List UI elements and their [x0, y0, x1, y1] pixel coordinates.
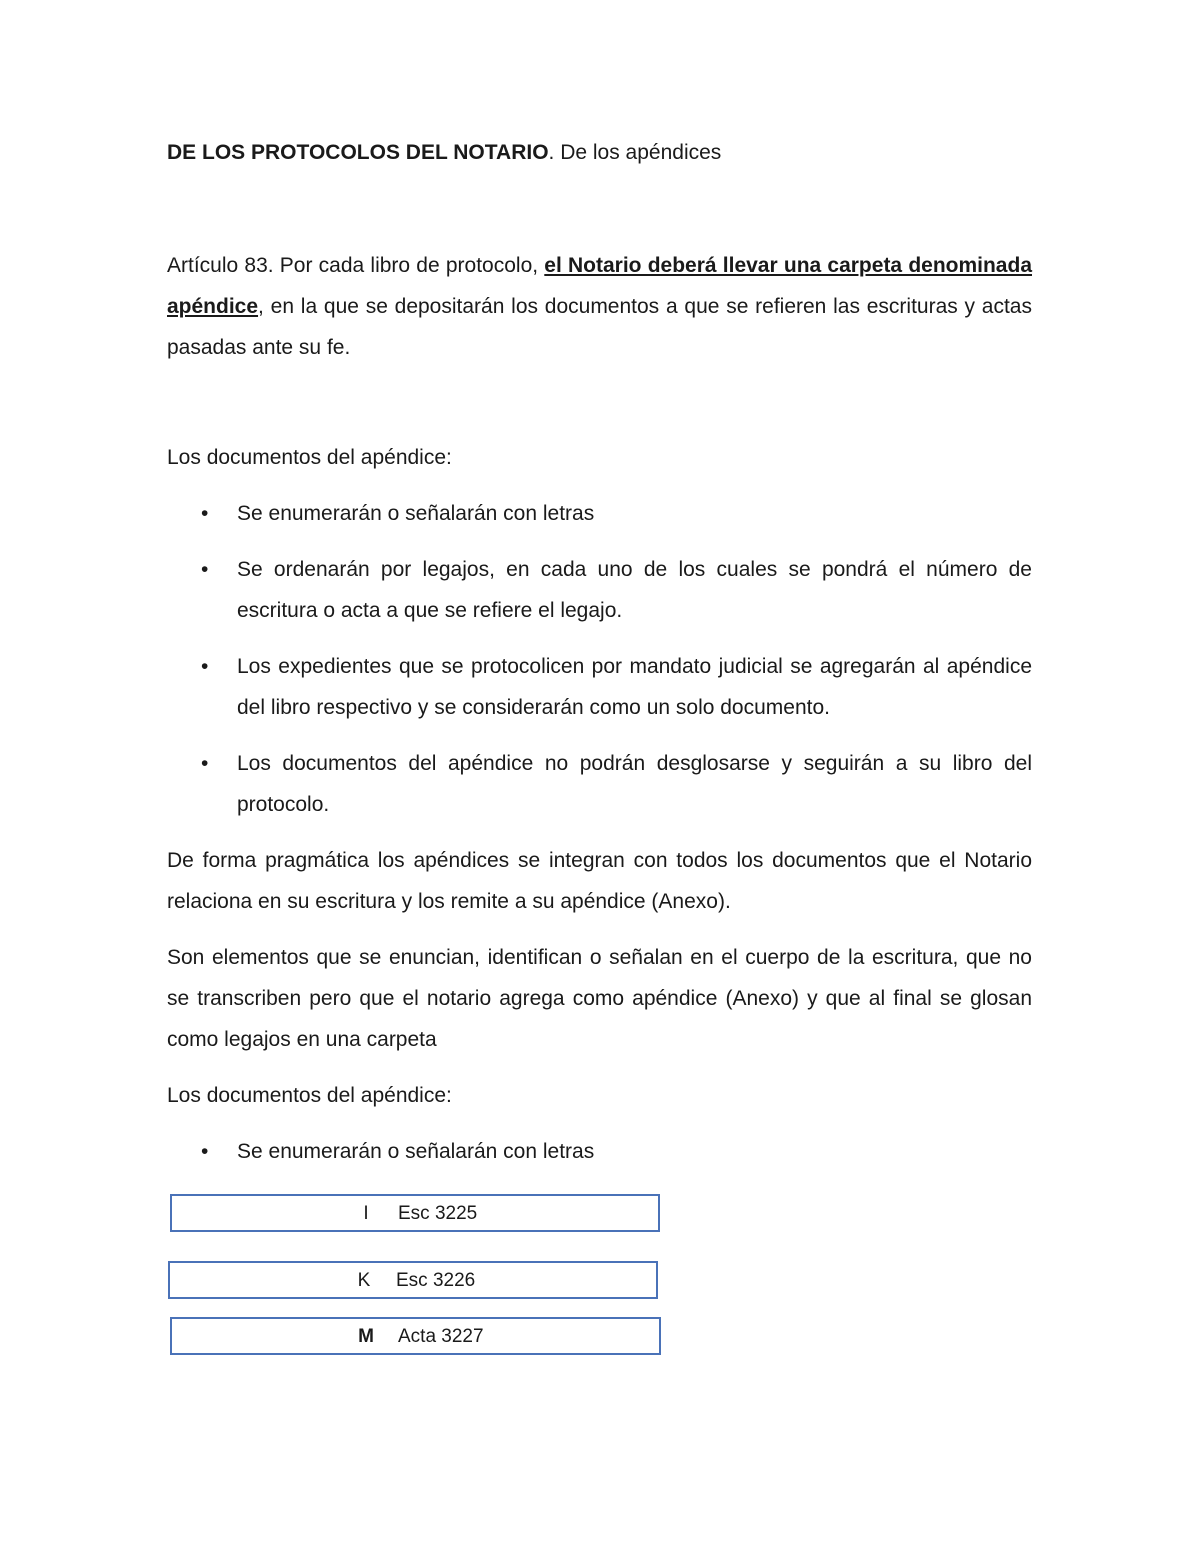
list-item-text: Los expedientes que se protocolicen por mandato judicial se agregarán al apéndice del libro respectivo y se considerarán como un solo documento.: [237, 655, 1032, 719]
list-item-text: Los documentos del apéndice no podrán desglosarse y seguirán a su libro del protocolo.: [237, 752, 1032, 816]
legajo-reference: Esc 3226: [396, 1270, 476, 1291]
bullet-glyph: •: [201, 1140, 209, 1163]
legajo-letter: K: [357, 1270, 371, 1291]
article-tail: , en la que se depositarán los documentos a que se refieren las escrituras y actas pasadas ante su fe.: [167, 295, 1032, 359]
pragmatic-paragraph: De forma pragmática los apéndices se integran con todos los documentos que el Notario relaciona en su escritura y los remite a su apéndice (Anexo).: [167, 849, 1032, 913]
bullet-glyph: •: [201, 558, 209, 581]
legajo-box: [170, 1194, 660, 1232]
list-item: [167, 743, 1032, 825]
list-item: [167, 1131, 1032, 1172]
legajo-reference: Acta 3227: [398, 1326, 484, 1347]
section-apendice-documents: [167, 437, 1032, 1187]
legajo-letter: M: [358, 1326, 374, 1347]
title-bold: DE LOS PROTOCOLOS DEL NOTARIO: [167, 141, 549, 164]
list-item: [167, 549, 1032, 631]
bullet-glyph: •: [201, 655, 209, 678]
legajo-reference: Esc 3225: [398, 1203, 478, 1224]
legajo-letter: I: [363, 1203, 369, 1224]
article-83-paragraph: [167, 245, 1032, 368]
section-intro: Los documentos del apéndice:: [167, 446, 452, 469]
bullet-glyph: •: [201, 752, 209, 775]
list-item: [167, 493, 1032, 534]
title-rest: . De los apéndices: [548, 141, 722, 164]
bullet-glyph: •: [201, 502, 209, 525]
page-title: [167, 136, 721, 170]
article-lead: Artículo 83. Por cada libro de protocolo,: [167, 254, 545, 277]
article-emphasis: el Notario deberá llevar una carpeta denominada apéndice: [167, 254, 1032, 318]
bullet-list: [167, 493, 1032, 825]
bullet-list-repeat: [167, 1131, 1032, 1172]
list-item-text: Se enumerarán o señalarán con letras: [237, 502, 595, 525]
legajo-box: [170, 1317, 661, 1355]
list-item: [167, 646, 1032, 728]
section-intro-repeat: Los documentos del apéndice:: [167, 1084, 452, 1107]
legajo-box: [168, 1261, 658, 1299]
list-item-text: Se ordenarán por legajos, en cada uno de los cuales se pondrá el número de escritura o acta a que se refiere el legajo.: [237, 558, 1032, 622]
elements-paragraph: Son elementos que se enuncian, identifican o señalan en el cuerpo de la escritura, que no se transcriben pero que el notario agrega como apéndice (Anexo) y que al final se glosan como legajos en una carpeta: [167, 946, 1032, 1051]
list-item-text: Se enumerarán o señalarán con letras: [237, 1140, 595, 1163]
